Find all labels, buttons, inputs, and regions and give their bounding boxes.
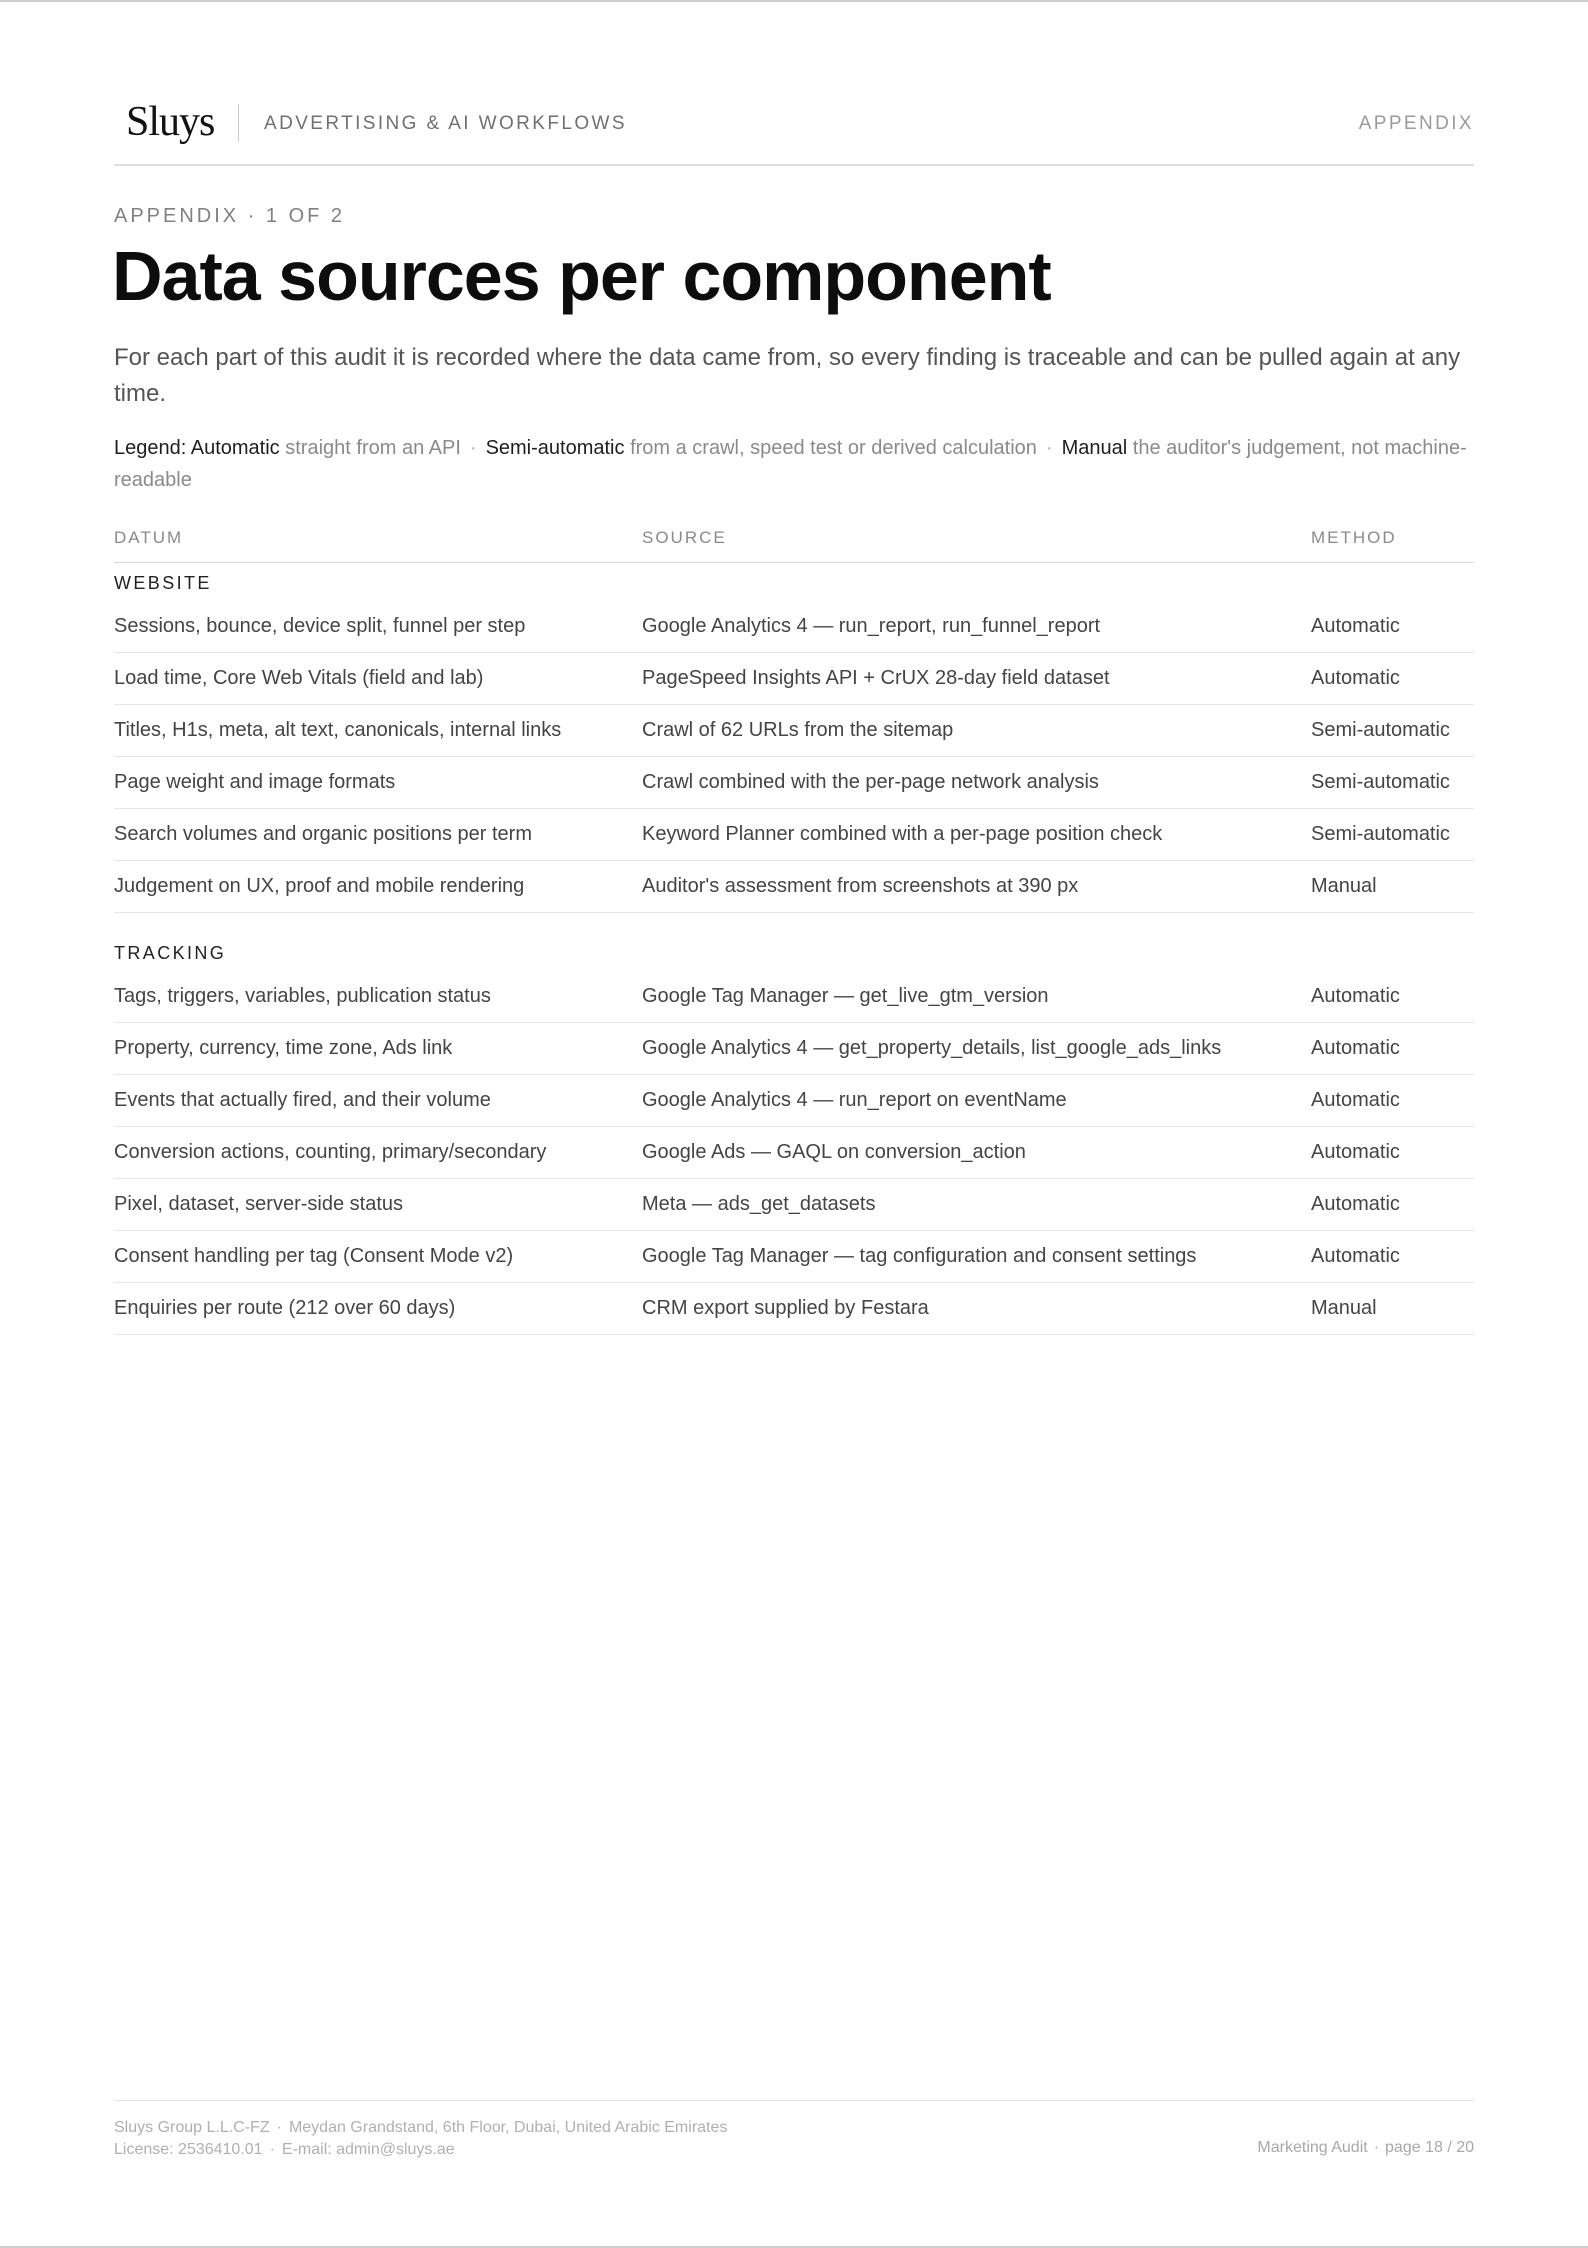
legend-term-manual: Manual — [1061, 437, 1128, 459]
footer-company: Sluys Group L.L.C-FZ — [114, 2119, 270, 2136]
header-divider — [238, 104, 239, 142]
cell-method: Automatic — [1311, 615, 1400, 637]
legend — [114, 432, 1474, 496]
brand-logo: Sluys — [126, 99, 215, 145]
eyebrow: APPENDIX · 1 OF 2 — [114, 205, 346, 227]
cell-source: Keyword Planner combined with a per-page position check — [642, 823, 1163, 845]
cell-source: Crawl of 62 URLs from the sitemap — [642, 719, 954, 741]
cell-source: CRM export supplied by Festara — [642, 1297, 929, 1319]
cell-datum: Enquiries per route (212 over 60 days) — [114, 1297, 456, 1319]
table-row — [114, 601, 1474, 653]
cell-source: Meta — ads_get_datasets — [642, 1193, 876, 1215]
legend-term-semi-automatic: Semi-automatic — [485, 437, 625, 459]
cell-source: Crawl combined with the per-page network analysis — [642, 771, 1099, 793]
page-number: page 18 / 20 — [1385, 2139, 1474, 2156]
legend-prefix: Legend: — [114, 437, 187, 459]
footer-rule — [114, 2100, 1474, 2101]
cell-source: Google Analytics 4 — run_report on eventName — [642, 1089, 1067, 1111]
footer-email: E-mail: admin@sluys.ae — [281, 2141, 455, 2158]
footer-license: License: 2536410.01 — [114, 2141, 263, 2158]
cell-source: Auditor's assessment from screenshots at 390 px — [642, 875, 1079, 897]
legend-separator: · — [469, 437, 477, 459]
intro-paragraph: For each part of this audit it is recorded where the data came from, so every finding is traceable and can be pulled again at any time. — [114, 344, 1461, 407]
data-sources-table — [114, 524, 1474, 1335]
column-header-datum: DATUM — [114, 528, 184, 547]
cell-method: Semi-automatic — [1311, 771, 1450, 793]
table-row — [114, 1283, 1474, 1335]
column-header-method: METHOD — [1311, 528, 1397, 547]
footer-address: Meydan Grandstand, 6th Floor, Dubai, United Arabic Emirates — [288, 2119, 728, 2136]
page-top-edge — [0, 0, 1588, 2]
cell-source: Google Ads — GAQL on conversion_action — [642, 1141, 1026, 1163]
cell-method: Automatic — [1311, 1193, 1400, 1215]
group-label-website: WEBSITE — [114, 573, 212, 593]
page-title: Data sources per component — [112, 237, 1051, 315]
cell-datum: Search volumes and organic positions per term — [114, 823, 532, 845]
column-header-source: SOURCE — [642, 528, 727, 547]
cell-method: Automatic — [1311, 1141, 1400, 1163]
cell-method: Automatic — [1311, 1089, 1400, 1111]
table-row — [114, 1023, 1474, 1075]
footer-doc-name: Marketing Audit — [1257, 2139, 1368, 2156]
cell-method: Manual — [1311, 875, 1377, 897]
footer-separator: · — [276, 2119, 282, 2136]
cell-datum: Tags, triggers, variables, publication status — [114, 985, 491, 1007]
cell-source: Google Tag Manager — get_live_gtm_version — [642, 985, 1049, 1007]
section-tag: APPENDIX — [1358, 113, 1474, 134]
group-label-tracking: TRACKING — [114, 943, 227, 963]
cell-datum: Property, currency, time zone, Ads link — [114, 1037, 453, 1059]
table-body — [114, 565, 1474, 1335]
table-header — [114, 524, 1474, 563]
table-row — [114, 653, 1474, 705]
cell-datum: Judgement on UX, proof and mobile rendering — [114, 875, 525, 897]
table-row — [114, 861, 1474, 913]
cell-method: Automatic — [1311, 1037, 1400, 1059]
page-header — [114, 96, 1474, 164]
brand-tagline: ADVERTISING & AI WORKFLOWS — [264, 113, 627, 134]
cell-datum: Consent handling per tag (Consent Mode v2) — [114, 1245, 514, 1267]
cell-method: Semi-automatic — [1311, 823, 1450, 845]
legend-separator: · — [1045, 437, 1053, 459]
table-row — [114, 809, 1474, 861]
cell-datum: Page weight and image formats — [114, 771, 396, 793]
table-row — [114, 971, 1474, 1023]
footer-page-info — [1257, 2139, 1474, 2157]
legend-term-automatic: Automatic — [190, 437, 280, 459]
table-row — [114, 1127, 1474, 1179]
cell-datum: Sessions, bounce, device split, funnel per step — [114, 615, 526, 637]
table-row — [114, 1075, 1474, 1127]
table-row — [114, 1231, 1474, 1283]
cell-source: PageSpeed Insights API + CrUX 28-day field dataset — [642, 667, 1110, 689]
cell-method: Automatic — [1311, 667, 1400, 689]
cell-source: Google Tag Manager — tag configuration and consent settings — [642, 1245, 1197, 1267]
footer-separator: · — [269, 2141, 275, 2158]
cell-datum: Titles, H1s, meta, alt text, canonicals, internal links — [114, 719, 562, 741]
cell-method: Manual — [1311, 1297, 1377, 1319]
footer-separator: · — [1373, 2139, 1380, 2156]
footer-company-info — [114, 2117, 727, 2161]
table-row — [114, 705, 1474, 757]
table-row — [114, 1179, 1474, 1231]
cell-datum: Load time, Core Web Vitals (field and lab) — [114, 667, 484, 689]
cell-method: Semi-automatic — [1311, 719, 1450, 741]
cell-source: Google Analytics 4 — run_report, run_funnel_report — [642, 615, 1101, 637]
table-row — [114, 757, 1474, 809]
cell-datum: Conversion actions, counting, primary/secondary — [114, 1141, 547, 1163]
legend-desc-manual: the auditor's judgement, not machine-readable — [114, 437, 1467, 491]
header-rule — [114, 164, 1474, 166]
cell-source: Google Analytics 4 — get_property_details, list_google_ads_links — [642, 1037, 1222, 1059]
footer-line-2 — [114, 2139, 727, 2161]
cell-method: Automatic — [1311, 985, 1400, 1007]
legend-desc-automatic: straight from an API — [285, 437, 461, 459]
cell-datum: Pixel, dataset, server-side status — [114, 1193, 404, 1215]
legend-desc-semi-automatic: from a crawl, speed test or derived calculation — [630, 437, 1037, 459]
cell-datum: Events that actually fired, and their volume — [114, 1089, 491, 1111]
footer-line-1 — [114, 2117, 727, 2139]
cell-method: Automatic — [1311, 1245, 1400, 1267]
